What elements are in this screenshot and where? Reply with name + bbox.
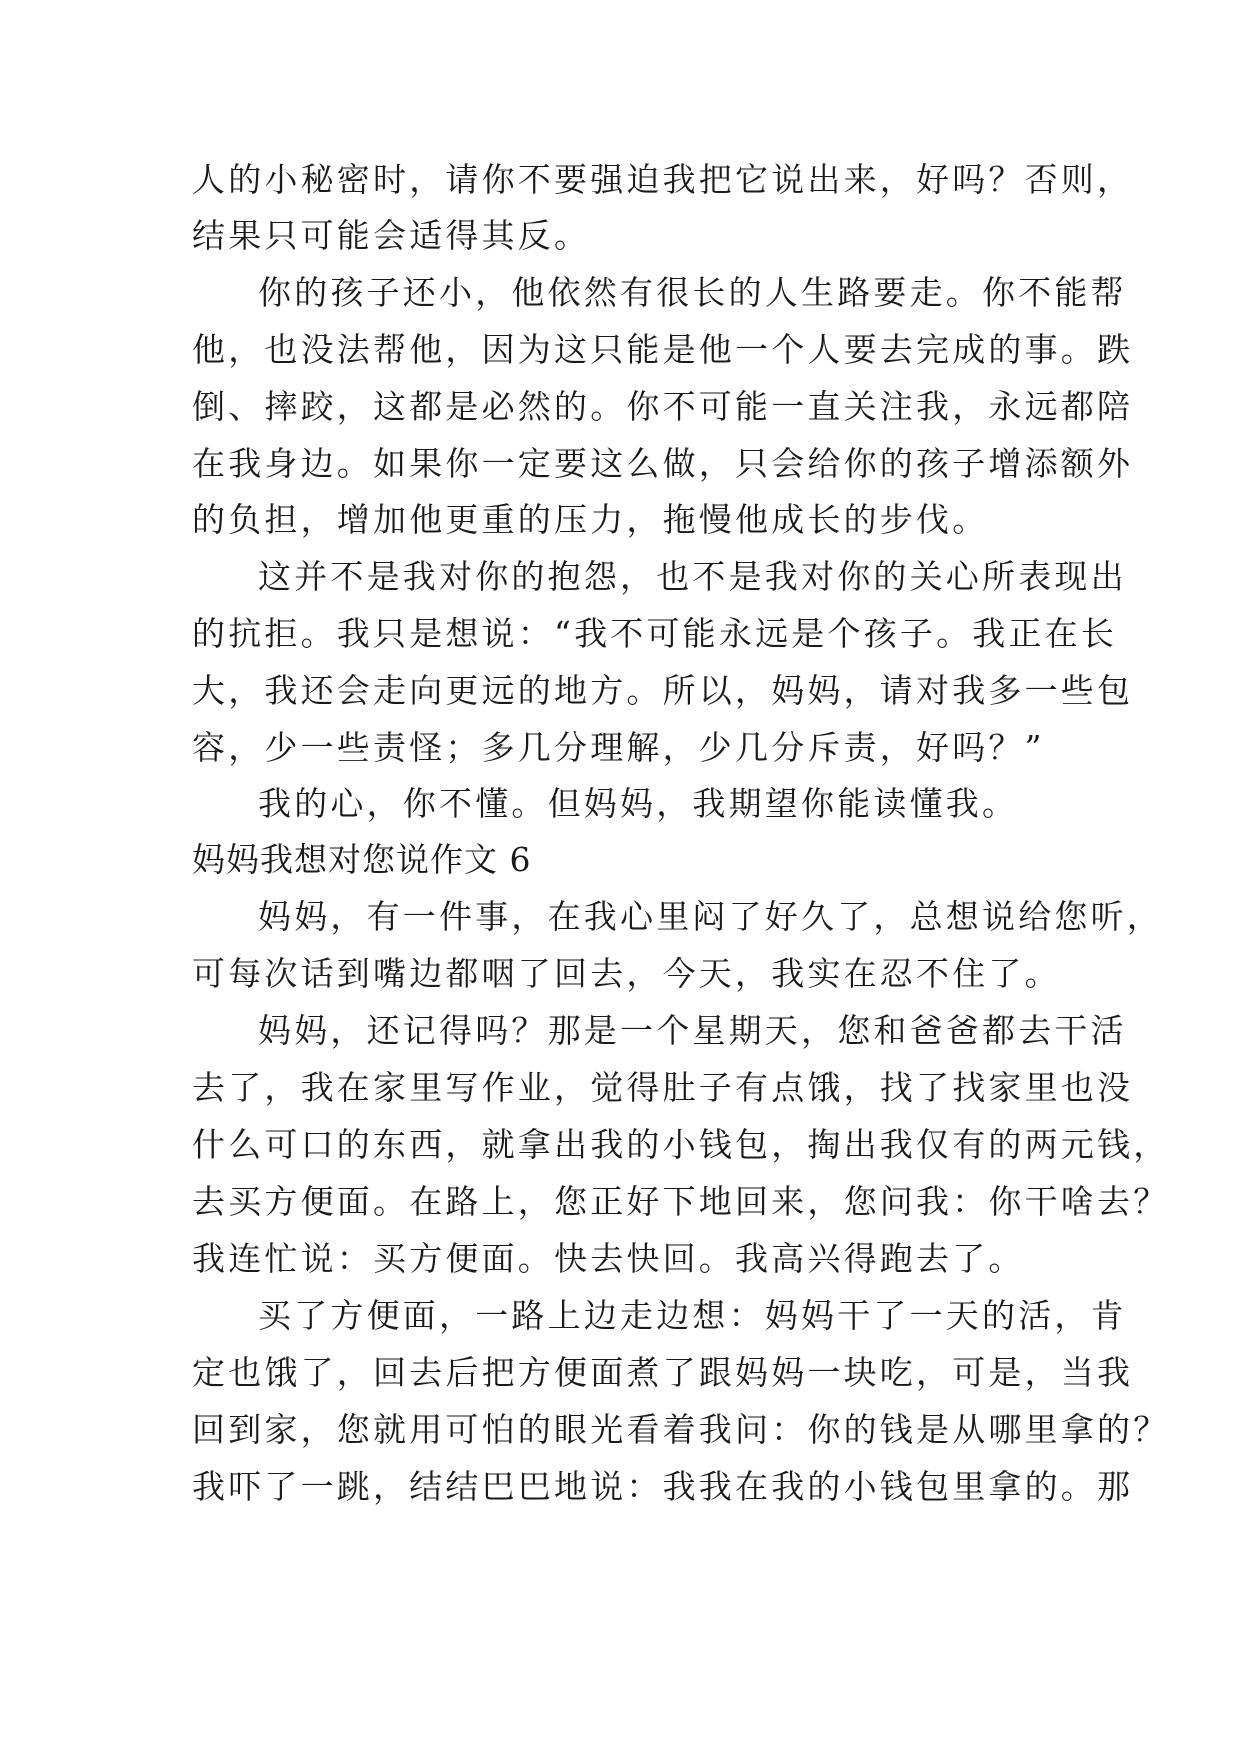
text-line: 的抗拒。我只是想说：“我不可能永远是个孩子。我正在长	[192, 614, 1118, 653]
text-line: 回到家，您就用可怕的眼光看着我问：你的钱是从哪里拿的？	[192, 1410, 1170, 1449]
text-line: 我连忙说：买方便面。快去快回。我高兴得跑去了。	[192, 1239, 1025, 1278]
text-line: 在我身边。如果你一定要这么做，只会给你的孩子增添额外	[192, 444, 1134, 483]
text-line: 大，我还会走向更远的地方。所以，妈妈，请对我多一些包	[192, 671, 1134, 710]
paragraph-start: 你的孩子还小，他依然有很长的人生路要走。你不能帮	[258, 273, 1127, 312]
text-line: 去买方便面。在路上，您正好下地回来，您问我：你干啥去？	[192, 1182, 1170, 1221]
paragraph-start: 买了方便面，一路上边走边想：妈妈干了一天的活，肯	[258, 1296, 1127, 1335]
text-line: 他，也没法帮他，因为这只能是他一个人要去完成的事。跌	[192, 330, 1134, 369]
paragraph-start: 我的心，你不懂。但妈妈，我期望你能读懂我。	[258, 784, 1019, 823]
text-line: 可每次话到嘴边都咽了回去，今天，我实在忍不住了。	[192, 954, 1061, 993]
text-line: 我吓了一跳，结结巴巴地说：我我在我的小钱包里拿的。那	[192, 1467, 1134, 1506]
text-line: 人的小秘密时，请你不要强迫我把它说出来，好吗？否则，	[192, 160, 1134, 199]
text-line: 结果只可能会适得其反。	[192, 216, 591, 255]
paragraph-start: 妈妈，有一件事，在我心里闷了好久了，总想说给您听，	[258, 897, 1163, 936]
text-line: 倒、摔跤，这都是必然的。你不可能一直关注我，永远都陪	[192, 387, 1134, 426]
text-line: 什么可口的东西，就拿出我的小钱包，掏出我仅有的两元钱，	[192, 1125, 1170, 1164]
text-line: 的负担，增加他更重的压力，拖慢他成长的步伐。	[192, 500, 989, 539]
paragraph-start: 这并不是我对你的抱怨，也不是我对你的关心所表现出	[258, 557, 1127, 596]
paragraph-start: 妈妈，还记得吗？那是一个星期天，您和爸爸都去干活	[258, 1011, 1127, 1050]
text-line: 容，少一些责怪；多几分理解，少几分斥责，好吗？”	[192, 728, 1045, 767]
text-line: 定也饿了，回去后把方便面煮了跟妈妈一块吃，可是，当我	[192, 1353, 1134, 1392]
section-heading: 妈妈我想对您说作文 6	[192, 840, 532, 879]
text-line: 去了，我在家里写作业，觉得肚子有点饿，找了找家里也没	[192, 1068, 1134, 1107]
